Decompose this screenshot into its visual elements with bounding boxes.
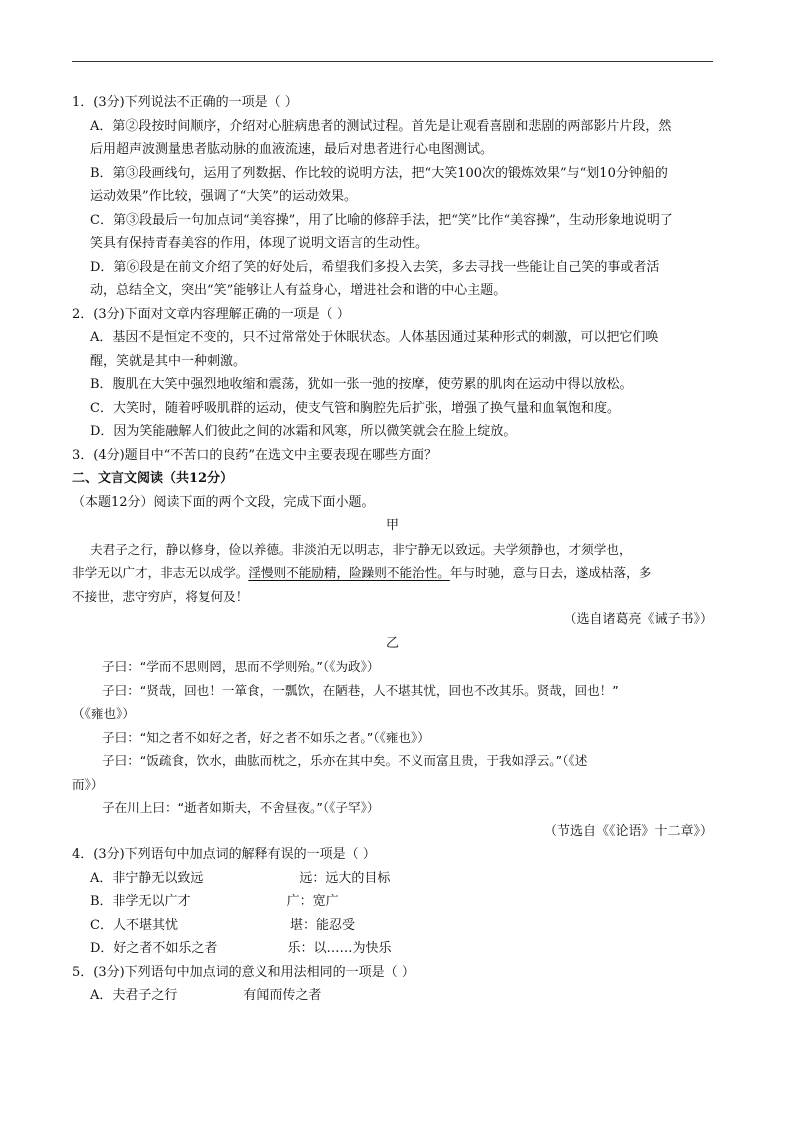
passage-jia-line2-start: 非学无以广才，非志无以成学。	[72, 565, 249, 580]
q5-option-a	[72, 984, 713, 1008]
q1-option-c-line1: C．第③段最后一句加点词“美容操”，用了比喻的修辞手法，把“笑”比作“美容操”，生动形象地说明了	[90, 212, 673, 228]
passage-yi-line6: 而》）	[72, 776, 104, 792]
passage-jia-line2	[72, 561, 713, 585]
exam-page	[72, 91, 713, 1008]
q4-option-c-sentence: C．人不堪其忧	[90, 917, 178, 933]
q4-option-d-sentence: D．好之者不如乐之者	[90, 941, 218, 956]
q1-option-d-line2: 动，总结全文，突出“笑”能够让人有益身心，增进社会和谐的中心主题。	[90, 283, 507, 298]
q1-option-a-line2: 后用超声波测量患者肱动脉的血液流速，最后对患者进行心电图测试。	[90, 142, 494, 157]
section-2-title: 二、文言文阅读（共12分）	[72, 471, 234, 486]
passage-yi-line3: （《雍也》）	[72, 706, 135, 721]
passage-yi-label: 乙	[385, 635, 399, 651]
q4-option-d	[72, 937, 713, 961]
q2-option-d: D．因为笑能融解人们彼此之间的冰霜和风寒，所以微笑就会在脸上绽放。	[90, 424, 517, 439]
passage-jia-line2-end: 年与时驰，意与日去，遂成枯落，多	[449, 565, 652, 580]
passage-yi-line4: 子曰：“知之者不如好之者，好之者不如乐之者。”（《雍也》）	[102, 729, 430, 745]
passage-jia-source: （选自诸葛亮《诫子书》）	[563, 612, 713, 627]
section-2-intro: （本题12分）阅读下面的两个文段，完成下面小题。	[72, 494, 375, 510]
q5-option-a-sentence: A．夫君子之行	[90, 988, 178, 1003]
question-1-stem: 1．(3分)下列说法不正确的一项是（ ）	[72, 95, 298, 110]
q4-option-b-explanation: 广：宽广	[286, 894, 339, 909]
passage-jia-label: 甲	[385, 518, 399, 533]
question-2-stem: 2．(3分)下面对文章内容理解正确的一项是（ ）	[72, 306, 350, 322]
q1-option-b-line2: 运动效果”作比较，强调了“大笑”的运动效果。	[90, 189, 357, 204]
q1-option-a-line1: A．第②段按时间顺序，介绍对心脏病患者的测试过程。首先是让观看喜剧和悲剧的两部影片片段，然	[90, 118, 672, 134]
q5-option-a-phrase: 有闻而传之者	[243, 988, 322, 1003]
underlined-sentence: 淫慢则不能励精，险躁则不能治性。	[248, 565, 450, 580]
passage-jia-line1: 夫君子之行，静以修身，俭以养德。非淡泊无以明志，非宁静无以致远。夫学须静也，才须学也，	[90, 541, 632, 557]
q1-option-c-line2: 笑具有保持青春美容的作用，体现了说明文语言的生动性。	[90, 236, 429, 251]
passage-yi-line2: 子曰：“贤哉，回也！一箪食，一瓢饮，在陋巷，人不堪其忧，回也不改其乐。贤哉，回也！”	[102, 682, 619, 698]
q4-option-a	[72, 867, 713, 891]
passage-yi-line7: 子在川上曰：“逝者如斯夫，不舍昼夜。”（《子罕》）	[102, 800, 380, 815]
passage-yi-source: （节选自《《论语》十二章》）	[543, 823, 713, 839]
q4-option-c-explanation: 堪：能忍受	[289, 917, 355, 933]
passage-jia-line3: 不接世，悲守穷庐，将复何及！	[72, 588, 249, 604]
q2-option-a-line1: A．基因不是恒定不变的，只不过常常处于休眠状态。人体基因通过某种形式的刺激，可以把它们唤	[90, 330, 659, 345]
q2-option-a-line2: 醒，笑就是其中一种刺激。	[90, 353, 247, 369]
q4-option-c	[72, 914, 713, 938]
passage-yi-line5: 子曰：“饭疏食，饮水，曲肱而枕之，乐亦在其中矣。不义而富且贵，于我如浮云。”（《述	[102, 753, 588, 768]
question-5-stem: 5．(3分)下列语句中加点词的意义和用法相同的一项是（ ）	[72, 964, 415, 980]
q4-option-a-sentence: A．非宁静无以致远	[90, 870, 204, 886]
question-3-stem: 3．(4分)题目中“不苦口的良药”在选文中主要表现在哪些方面？	[72, 447, 437, 463]
question-4-stem: 4．(3分)下列语句中加点词的解释有误的一项是（ ）	[72, 847, 376, 862]
q4-option-d-explanation: 乐：以……为快乐	[287, 941, 392, 956]
q2-option-b: B．腹肌在大笑中强烈地收缩和震荡，犹如一张一弛的按摩，使劳累的肌肉在运动中得以放松。	[90, 377, 633, 392]
q1-option-b-line1: B．第③段画线句，运用了列数据、作比较的说明方法，把“大笑100次的锻炼效果”与“划10分钟船的	[90, 165, 668, 181]
q4-option-b-sentence: B．非学无以广才	[90, 894, 191, 909]
q4-option-a-explanation: 远：远大的目标	[299, 870, 391, 886]
q2-option-c: C．大笑时，随着呼吸肌群的运动，使支气管和胸腔先后扩张，增强了换气量和血氧饱和度。	[90, 400, 620, 416]
q1-option-d-line1: D．第⑥段是在前文介绍了笑的好处后，希望我们多投入去笑，多去寻找一些能让自己笑的事或者活	[90, 259, 660, 275]
q4-option-b	[72, 890, 713, 914]
passage-yi-line1: 子曰：“学而不思则罔，思而不学则殆。”（《为政》）	[102, 659, 380, 674]
header-rule	[72, 61, 713, 62]
